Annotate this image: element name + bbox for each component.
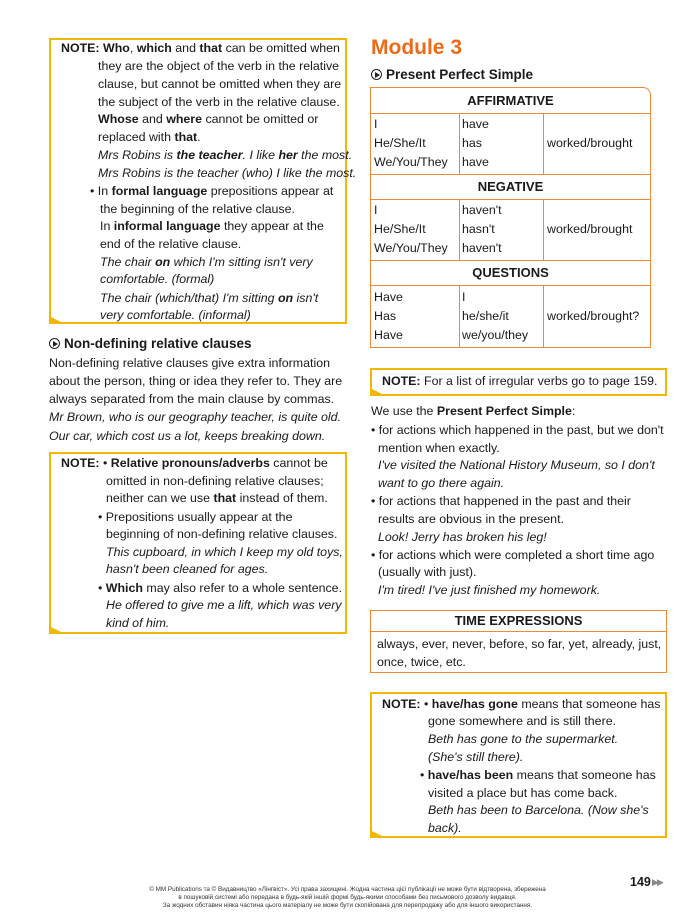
table-cell: has [462,136,482,150]
table-divider [371,113,650,114]
note-line: beginning of non-defining relative clauses. [106,527,338,541]
table-divider [459,199,460,260]
paragraph-line: always separated from the main clause by commas. [49,392,335,406]
table-divider [371,285,650,286]
paragraph-line: Non-defining relative clauses give extra information [49,356,330,370]
note-line: visited a place but has come back. [428,786,618,800]
note-line: neither can we use that instead of them. [106,491,328,505]
table-cell: worked/brought [547,136,633,150]
example-line: I've visited the National History Museum, so I don't [378,458,655,472]
footer-copyright-line: в пошуковій системі або передана в будь-якій іншій формі будь-якими способами без письмового дозволу видавця. [178,894,517,901]
note-corner-decoration [49,316,65,324]
note-line: gone somewhere and is still there. [428,714,617,728]
example-line: Look! Jerry has broken his leg! [378,530,547,544]
table-cell: we/you/they [462,328,529,342]
note-bullet-line: NOTE: • have/has gone means that someone has [382,697,661,711]
paragraph-line: mention when exactly. [378,441,500,455]
table-divider [371,199,650,200]
example-line: Our car, which cost us a lot, keeps breaking down. [49,429,326,443]
note-bullet-line: • Which may also refer to a whole sentence. [98,581,343,595]
note-bullet-line: NOTE: • Relative pronouns/adverbs cannot be [61,456,328,470]
paragraph-line: (usually with just). [378,565,477,579]
usage-bullet-line: • for actions which happened in the past, but we don't [371,423,664,437]
note-line: they are the object of the verb in the relative [98,59,340,73]
table-divider [459,113,460,174]
note-line: the subject of the verb in the relative clause. [98,95,340,109]
note-bullet-line: • have/has been means that someone has [420,768,656,782]
example-line: I'm tired! I've just finished my homework. [378,583,601,597]
example-line: He offered to give me a lift, which was very [106,598,342,612]
table-cell: Have [374,328,403,342]
example-line: Beth has been to Barcelona. (Now she's [428,803,649,817]
example-line: kind of him. [106,616,170,630]
table-header-affirmative: AFFIRMATIVE [467,93,554,108]
section-heading-non-defining: Non-defining relative clauses [49,336,252,351]
note-line: In informal language they appear at the [100,219,324,233]
table-cell: Has [374,309,397,323]
time-expressions-header: TIME EXPRESSIONS [454,613,583,628]
example-line: Beth has gone to the supermarket. [428,732,619,746]
section-heading-present-perfect: Present Perfect Simple [371,67,533,82]
note-line: NOTE: Who, which and that can be omitted when [61,41,340,55]
note-bullet-line: • In formal language prepositions appear at [90,184,334,198]
example-line: very comfortable. (informal) [100,308,251,322]
play-audio-icon[interactable] [49,338,60,349]
table-cell: I [374,117,378,131]
paragraph-line: We use the Present Perfect Simple: [371,404,576,418]
table-cell: Have [374,290,403,304]
bullet-icon: • [90,184,95,198]
table-cell: have [462,155,489,169]
note-label: NOTE: [382,374,421,388]
table-divider [543,199,544,260]
table-cell: I [462,290,466,304]
module-title: Module 3 [371,36,463,59]
usage-bullet-line: • for actions that happened in the past and their [371,494,631,508]
bullet-icon: • [420,768,425,782]
table-divider [459,285,460,347]
table-divider [371,174,650,175]
bullet-icon: • [424,697,429,711]
example-line: Mrs Robins is the teacher. I like her the most. [98,148,353,162]
example-line: (She's still there). [428,750,524,764]
example-line: The chair on which I'm sitting isn't very [100,255,313,269]
table-divider [543,113,544,174]
table-cell: worked/brought [547,222,633,236]
bullet-icon: • [103,456,108,470]
example-line: back). [428,821,462,835]
footer-copyright-line: За жодних обставин ніяка частина цього матеріалу не може бути скопійована для перепродажу або для іншого використання. [162,902,533,909]
paragraph-line: about the person, thing or idea they refer to. They are [49,374,343,388]
example-line: The chair (which/that) I'm sitting on isn't [100,291,319,305]
paragraph-line: results are obvious in the present. [378,512,564,526]
time-expressions-line: always, ever, never, before, so far, yet, already, just, [377,637,662,651]
page-number: 149 [630,875,651,889]
example-line: Mr Brown, who is our geography teacher, is quite old. [49,410,342,424]
example-line: This cupboard, in which I keep my old toys, [106,545,343,559]
table-divider [371,631,666,632]
bullet-icon: • [98,581,103,595]
note-label: NOTE: [382,697,421,711]
table-cell: haven't [462,241,502,255]
time-expressions-line: once, twice, etc. [377,655,466,669]
bullet-icon: • [371,548,376,562]
play-audio-icon[interactable] [371,69,382,80]
table-cell: hasn't [462,222,495,236]
bullet-icon: • [98,510,103,524]
note-corner-decoration [49,626,65,634]
example-line: want to go there again. [378,476,505,490]
table-header-questions: QUESTIONS [472,265,549,280]
note-line: replaced with that. [98,130,201,144]
table-cell: have [462,117,489,131]
table-cell: I [374,203,378,217]
bullet-icon: • [371,494,376,508]
table-divider [371,260,650,261]
note-line: Whose and where cannot be omitted or [98,112,319,126]
table-header-negative: NEGATIVE [477,179,544,194]
note-corner-decoration [370,830,386,838]
bullet-icon: • [371,423,376,437]
example-line: hasn't been cleaned for ages. [106,562,269,576]
table-cell: He/She/It [374,222,426,236]
table-cell: We/You/They [374,241,448,255]
table-divider [543,285,544,347]
table-cell: He/She/It [374,136,426,150]
table-cell: haven't [462,203,502,217]
note-line: end of the relative clause. [100,237,242,251]
footer-copyright-line: © MM Publications та © Видавництво «Лінгвіст». Усі права захищені. Жодна частина цієї публікації не може бути відтворена, збережена [149,886,546,893]
table-cell: worked/brought? [547,309,640,323]
note-line: omitted in non-defining relative clauses; [106,474,324,488]
note-line: clause, but cannot be omitted when they are [98,77,342,91]
time-expressions-box [370,610,667,673]
note-bullet-line: • Prepositions usually appear at the [98,510,293,524]
example-line: Mrs Robins is the teacher (who) I like the most. [98,166,357,180]
table-cell: he/she/it [462,309,509,323]
note-label: NOTE: [61,41,100,55]
usage-bullet-line: • for actions which were completed a short time ago [371,548,655,562]
next-page-arrows-icon: ▶▶ [652,877,662,887]
table-cell: We/You/They [374,155,448,169]
grammar-table [370,87,651,348]
example-line: comfortable. (formal) [100,272,215,286]
note-line: NOTE: For a list of irregular verbs go to page 159. [382,374,658,388]
note-label: NOTE: [61,456,100,470]
note-line: the beginning of the relative clause. [100,202,295,216]
